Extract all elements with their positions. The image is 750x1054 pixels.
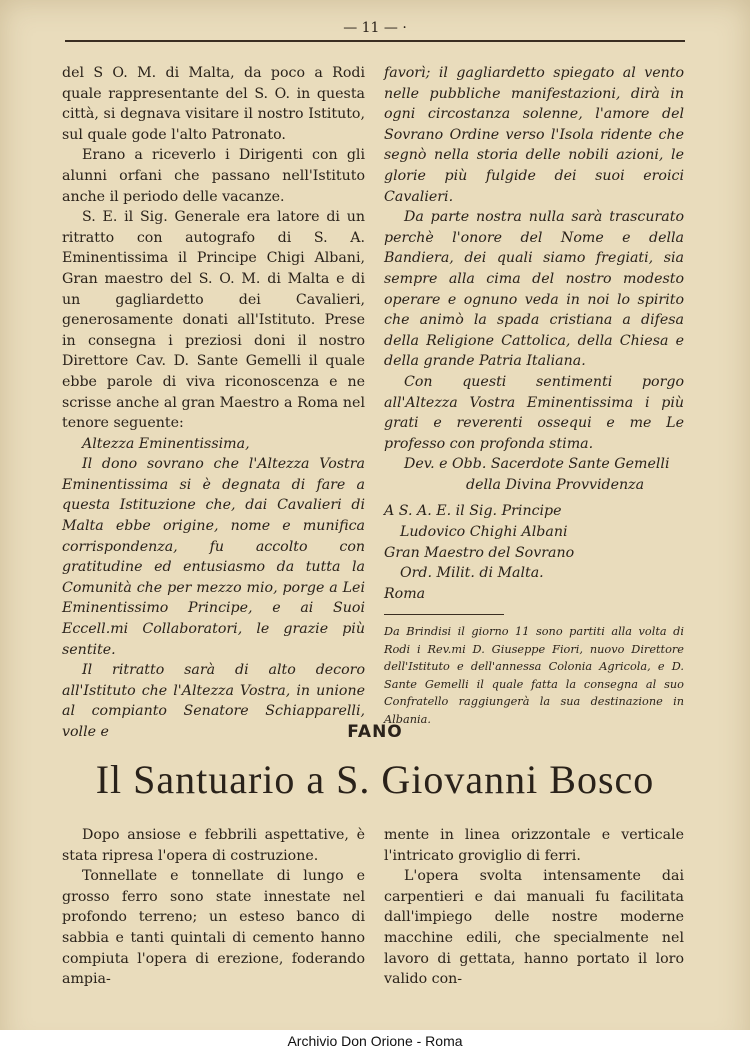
paragraph: Dopo ansiose e febbrili aspettative, è stata ripresa l'opera di costruzione. <box>62 827 365 864</box>
page-number: — 11 — · <box>343 20 407 36</box>
paragraph: del S O. M. di Malta, da poco a Rodi quale rappresentante del S. O. in questa città, si degnava visitare il nostro Istituto, sul quale gode l'alto Patronato. <box>62 65 365 143</box>
header-rule <box>65 40 685 42</box>
address-line: Ludovico Chighi Albani <box>400 524 568 541</box>
signature-line: Dev. e Obb. Sacerdote Sante Gemelli <box>404 456 670 473</box>
letter-paragraph: Con questi sentimenti porgo all'Altezza Vostra Eminentissima i più grati e reverenti ossequi e me Le professo con profonda stima. <box>384 373 684 452</box>
left-column <box>62 63 365 743</box>
paragraph: Tonnellate e tonnellate di lungo e grosso ferro sono state innestate nel profondo terreno; un esteso banco di sabbia e tanti quintali di cemento hanno compiuta l'opera di erezione, foderando ampia- <box>62 868 365 988</box>
letter-paragraph: Il dono sovrano che l'Altezza Vostra Eminentissima si è degnata di fare a questa Istituzione che, dai Cavalieri di Malta ebbe origine, nome e munifica corrispondenza, fu accolto con gratitudine ed entusiasmo da tutta la Comunità che per mezzo mio, porge a Lei Eminentissimo Principe, e ai Suoi Eccell.mi Collaboratori, le grazie più sentite. <box>62 456 365 658</box>
address-line: Gran Maestro del Sovrano <box>384 544 575 561</box>
address-line: Ord. Milit. di Malta. <box>400 565 544 582</box>
article-right-column <box>384 825 684 990</box>
paragraph: mente in linea orizzontale e verticale l'intricato groviglio di ferri. <box>384 827 684 864</box>
signature-line: della Divina Provvidenza <box>466 476 645 493</box>
section-label: FANO <box>347 722 403 742</box>
letter-salutation: Altezza Eminentissima, <box>82 435 250 452</box>
letter-paragraph: Il ritratto sarà di alto decoro all'Istituto che l'Altezza Vostra, in unione al compianto Senatore Schiapparelli, volle e <box>62 662 365 740</box>
right-column <box>384 63 684 728</box>
footnote-text: Da Brindisi il giorno 11 sono partiti alla volta di Rodi i Rev.mi D. Giuseppe Fiori, nuovo Direttore dell'Istituto e dell'annessa Colonia Agricola, e D. Sante Gemelli il quale fatta la consegna al suo Confratello raggiungerà la sua destinazione in Albania. <box>384 625 684 726</box>
paragraph: Erano a riceverlo i Dirigenti con gli alunni orfani che passano nell'Istituto anche il periodo delle vacanze. <box>62 147 365 205</box>
article-left-column <box>62 825 365 990</box>
letter-paragraph: favorì; il gagliardetto spiegato al vento nelle pubbliche manifestazioni, dirà in ogni circostanza solenne, l'amore del Sovrano Ordine verso l'Isola ridente che segnò nella storia delle nobili azioni, le glorie più fulgide dei suoi eroici Cavalieri. <box>384 65 684 205</box>
article-headline: Il Santuario a S. Giovanni Bosco <box>95 757 655 802</box>
archive-footer: Archivio Don Orione - Roma <box>0 1030 750 1054</box>
paragraph: S. E. il Sig. Generale era latore di un ritratto con autografo di S. A. Eminentissima il Principe Chigi Albani, Gran maestro del S. O. M. di Malta e di un gagliardetto dei Cavalieri, generosamente donati all'Istituto. Prese in consegna i preziosi doni il nostro Direttore Cav. D. Sante Gemelli il quale ebbe parole di viva riconoscenza e ne scrisse anche al gran Maestro a Roma nel tenore seguente: <box>62 209 365 432</box>
paragraph: L'opera svolta intensamente dai carpentieri e dai manuali fu facilitata dall'impiego delle nostre moderne macchine edili, che specialmente nel lavoro di gettata, hanno portato il loro valido con- <box>384 868 684 988</box>
note-rule <box>384 614 504 615</box>
footnote <box>384 623 684 728</box>
place-line: Roma <box>384 585 426 602</box>
address-line: A S. A. E. il Sig. Principe <box>384 503 562 520</box>
letter-paragraph: Da parte nostra nulla sarà trascurato perchè l'onore del Nome e della Bandiera, dei quali siamo fregiati, sia sempre alla cima del nostro modesto operare e ognuno veda in noi lo spirito che animò la spada cristiana a difesa della Religione Cattolica, della Chiesa e della grande Patria Italiana. <box>384 209 684 370</box>
